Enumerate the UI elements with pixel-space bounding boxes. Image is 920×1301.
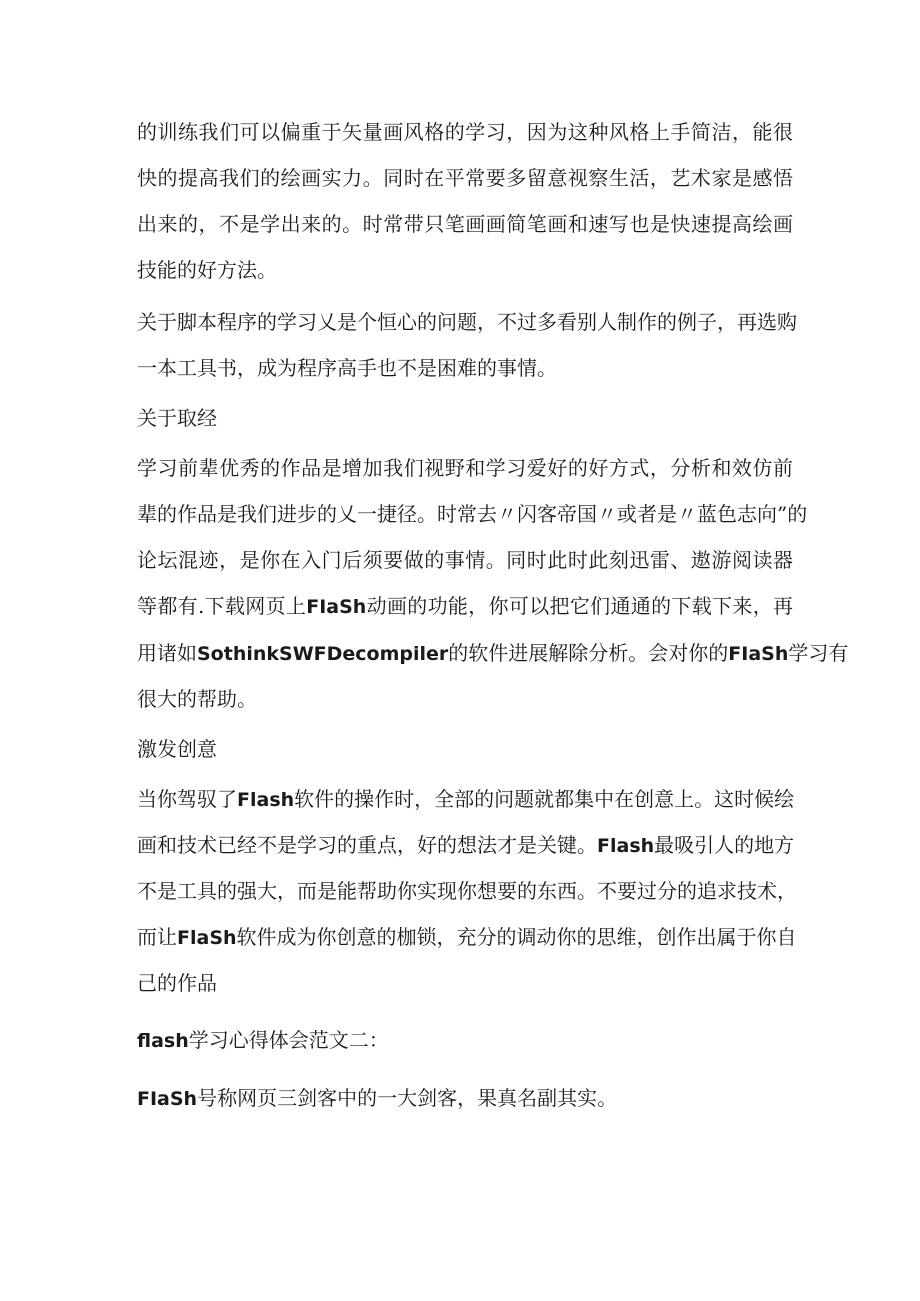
text-line-13: 很大的帮助。 bbox=[137, 687, 257, 711]
text-line-10: 论坛混迹，是你在入门后须要做的事情。同时此时此刻迅雷、遨游阅读器 bbox=[137, 548, 793, 572]
text-line-17: 不是工具的强大，而是能帮助你实现你想要的东西。不要过分的追求技术， bbox=[137, 879, 797, 903]
text-line-18: 而让FlaSh软件成为你创意的枷锁，充分的调动你的思维，创作出属于你自 bbox=[137, 925, 797, 949]
text-line-11: 等都有.下载网页上FIaSh动画的功能，你可以把它们通通的下载下来，再 bbox=[137, 594, 794, 618]
text-line-21: FIaSh号称网页三剑客中的一大剑客，果真名副其实。 bbox=[137, 1086, 618, 1110]
text-line-9: 辈的作品是我们进步的乂一捷径。时常去〃闪客帝国〃或者是〃蓝色志向”的 bbox=[137, 502, 808, 526]
text-line-8: 学习前辈优秀的作品是增加我们视野和学习爱好的好方式，分析和效仿前 bbox=[137, 456, 793, 480]
text-line-19: 己的作品 bbox=[137, 971, 217, 995]
text-line-16: 画和技术已经不是学习的重点，好的想法才是关键。Flash最吸引人的地方 bbox=[137, 833, 795, 857]
section-heading-chuangyi: 激发创意 bbox=[137, 737, 217, 761]
text-line-3: 出来的，不是学出来的。时常带只笔画画简笔画和速写也是快速提高绘画 bbox=[137, 212, 793, 236]
text-line-6: 一本工具书，成为程序高手也不是困难的事情。 bbox=[137, 356, 557, 380]
text-line-4: 技能的好方法。 bbox=[137, 258, 277, 282]
text-line-5: 关于脚本程序的学习乂是个恒心的问题，不过多看别人制作的例子，再选购 bbox=[137, 310, 797, 334]
section-heading-fanwen-2: flash学习心得体会范文二： bbox=[137, 1028, 389, 1052]
text-line-2: 快的提高我们的绘画实力。同时在平常要多留意视察生活，艺术家是感悟 bbox=[137, 166, 793, 190]
text-line-15: 当你驾驭了Flash软件的操作时，全部的问题就都集中在创意上。这时候绘 bbox=[137, 787, 795, 811]
section-heading-qujing: 关于取经 bbox=[137, 406, 217, 430]
text-line-1: 的训练我们可以偏重于矢量画风格的学习，因为这种风格上手简洁，能很 bbox=[137, 120, 793, 144]
text-line-12: 用诸如SothinkSWFDecompiler的软件进展解除分析。会对你的FIaSh学习有 bbox=[137, 641, 849, 665]
